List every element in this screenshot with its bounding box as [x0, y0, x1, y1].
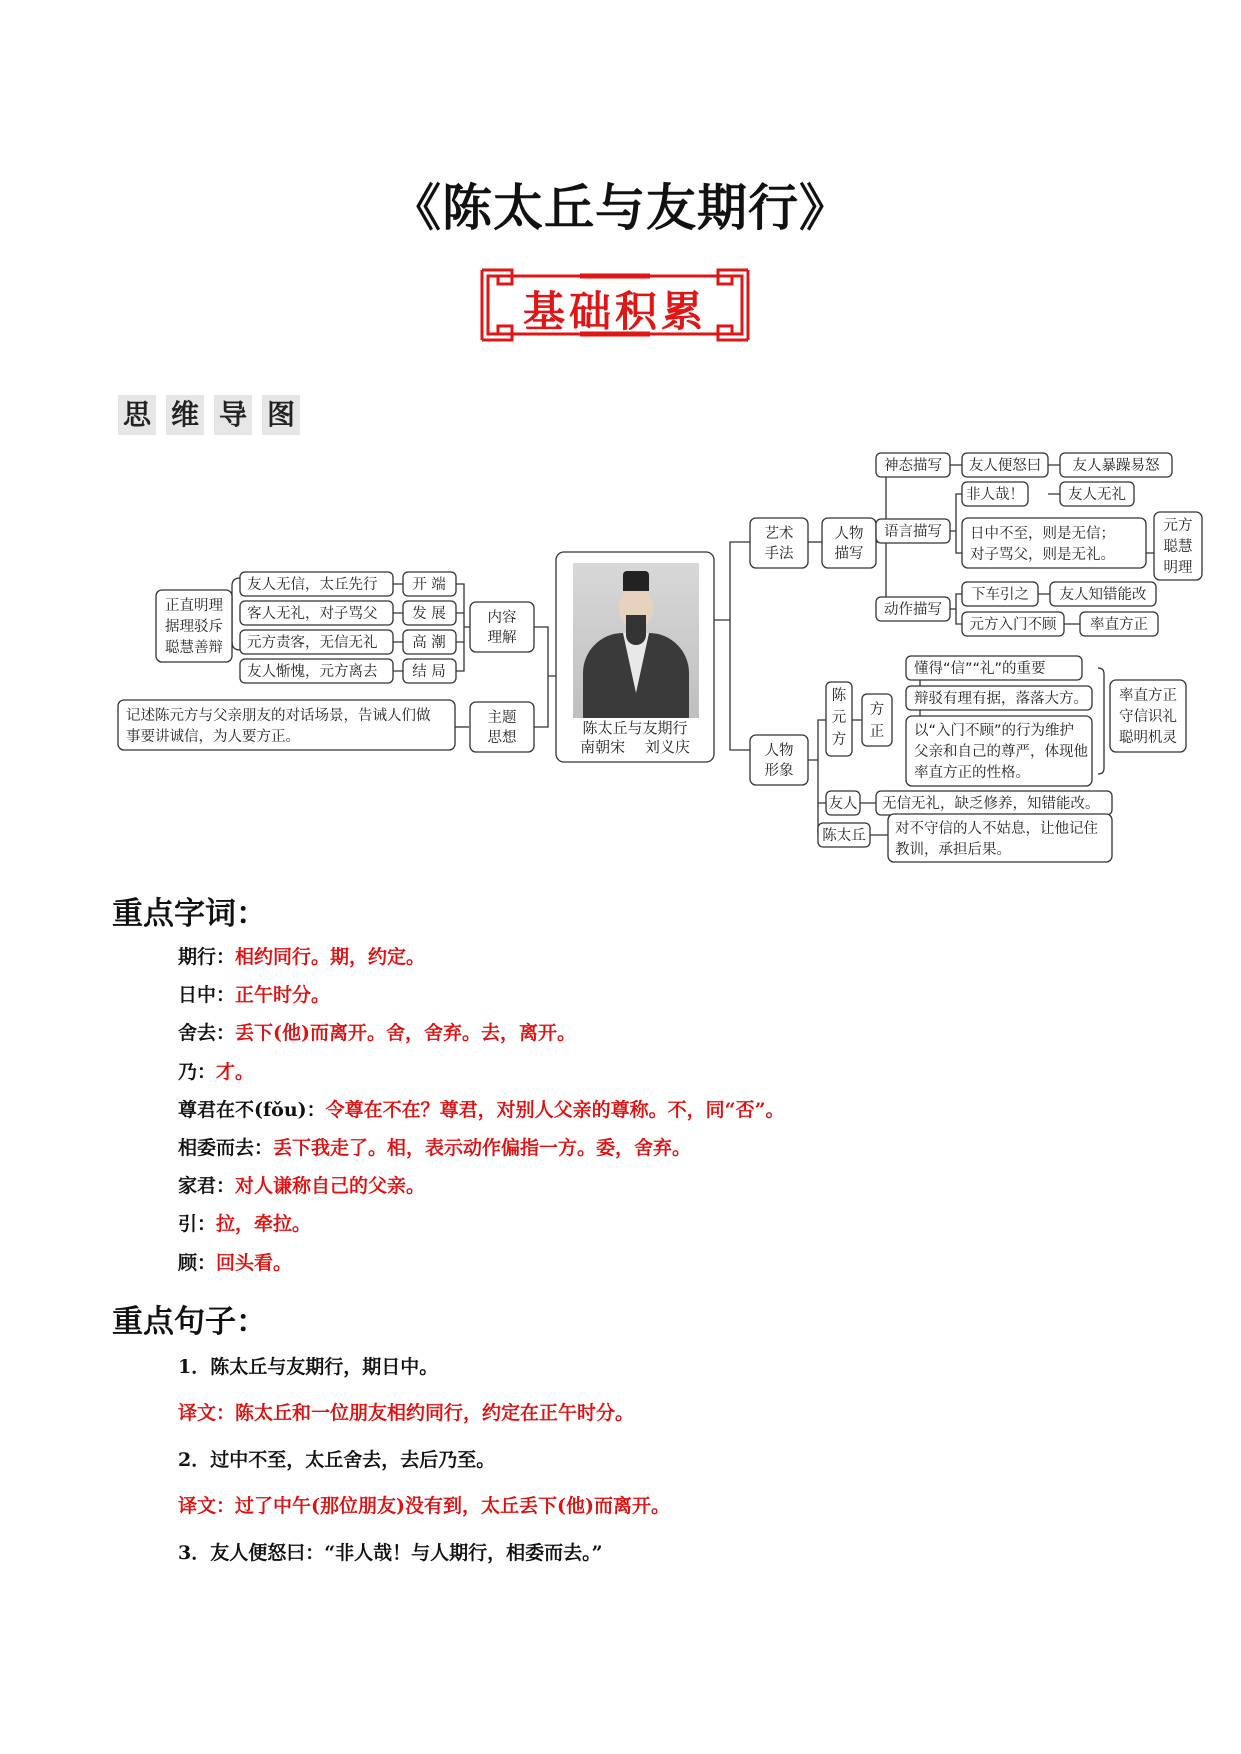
- vocab-term: 日中：: [178, 984, 236, 1007]
- mm-taiqiu-text: 对不守信的人不姑息，让他记住: [895, 821, 1098, 837]
- mm-yf-summary: 守信识礼: [1119, 709, 1177, 725]
- mm-summary-line: 据理驳斥: [165, 619, 223, 635]
- mm-summary-line: 正直明理: [165, 598, 223, 614]
- badge-label: 基础积累: [522, 287, 707, 336]
- mm-yuanfang-name: 陈: [831, 688, 847, 704]
- mm-connector: [393, 584, 403, 671]
- mm-connector: [534, 627, 556, 727]
- mm-dongzuo-b: 友人知错能改: [1059, 587, 1147, 603]
- mm-dongzuo-c: 元方入门不顾: [969, 617, 1057, 633]
- mm-theme-text: 事要讲诚信，为人要方正。: [126, 729, 300, 745]
- mm-stage-label: 开 端: [412, 577, 446, 593]
- mm-connector: [456, 584, 470, 671]
- vocab-term: 乃：: [178, 1060, 217, 1083]
- vocab-term: 相委而去：: [178, 1137, 274, 1159]
- vocab-definition: 正午时分。: [235, 984, 331, 1007]
- sentence-text: 1．陈太丘与友期行，期日中。: [178, 1356, 439, 1378]
- section-tag-char: 图: [262, 395, 300, 435]
- mm-summary-line: 聪慧善辩: [165, 640, 223, 656]
- sentence-translation: 译文：陈太丘和一位朋友相约同行，约定在正午时分。: [178, 1402, 635, 1424]
- vocab-definition: 丢下(他)而离开。舍，舍弃。去，离开。: [235, 1022, 576, 1045]
- mm-yf-summary: 率直方正: [1119, 688, 1177, 704]
- mm-friend-text: 无信无礼，缺乏修养，知错能改。: [882, 796, 1100, 812]
- vocab-definition: 令尊在不在？尊君，对别人父亲的尊称。不，同“否”。: [325, 1098, 785, 1121]
- mm-yuyan-c: 日中不至，则是无信；: [970, 526, 1115, 542]
- mm-dongzuo-label: 动作描写: [884, 602, 942, 618]
- vocab-definition: 才。: [216, 1060, 255, 1083]
- vocab-item: [178, 1133, 691, 1160]
- vocab-item: [178, 980, 330, 1007]
- vocab-item: [178, 1057, 254, 1084]
- mm-yuyan-d: 明理: [1163, 560, 1193, 576]
- mm-yuyan-b: 友人无礼: [1068, 487, 1126, 503]
- sentence-heading: 重点句子：: [112, 1304, 267, 1340]
- mm-yuyan-a: 非人哉！: [966, 487, 1024, 503]
- vocab-term: 期行：: [178, 946, 236, 968]
- mm-yf-point: 懂得“信”“礼”的重要: [914, 661, 1046, 677]
- mm-shentai-b: 友人暴躁易怒: [1072, 458, 1160, 474]
- mm-stage-label: 高 潮: [412, 635, 446, 651]
- mm-dongzuo-a: 下车引之: [971, 587, 1029, 603]
- mm-yuanfang-name: 元: [831, 710, 847, 726]
- mm-dongzuo-d: 率直方正: [1090, 617, 1148, 633]
- mm-content-label: 内容: [487, 610, 517, 626]
- mm-image-label: 形象: [764, 763, 794, 779]
- vocab-definition: 相约同行。期，约定。: [235, 946, 426, 968]
- mm-portray-label: 描写: [834, 546, 864, 562]
- mm-connector: [232, 578, 240, 650]
- section-tag-char: 导: [214, 395, 252, 435]
- vocab-definition: 回头看。: [216, 1251, 293, 1274]
- mm-connector: [1098, 668, 1104, 774]
- sentence-text: 3．友人便怒曰：“非人哉！与人期行，相委而去。”: [178, 1542, 603, 1564]
- mm-stage-text: 友人无信，太丘先行: [247, 577, 378, 593]
- vocab-item: [178, 1171, 425, 1198]
- mm-friend-name: 友人: [828, 796, 858, 812]
- mm-content-label: 理解: [487, 630, 517, 646]
- mm-fangzheng: 正: [869, 724, 885, 740]
- mm-yf-point3: 父亲和自己的尊严，体现他: [914, 744, 1088, 760]
- section-tag-char: 思: [118, 395, 156, 435]
- vocab-heading: 重点字词：: [112, 896, 267, 932]
- mm-yuanfang-name: 方: [831, 732, 847, 748]
- vocab-item: [178, 1209, 311, 1236]
- mm-connector: [808, 720, 826, 835]
- mm-stage-text: 客人无礼，对子骂父: [247, 606, 378, 622]
- mm-image-label: 人物: [764, 743, 794, 759]
- page-title: 《陈太丘与友期行》: [391, 179, 850, 237]
- mm-shentai-a: 友人便怒曰: [968, 458, 1042, 474]
- vocab-item: [178, 942, 425, 969]
- mm-yf-point: 辩驳有理有据，落落大方。: [914, 691, 1088, 707]
- mm-yuyan-label: 语言描写: [884, 524, 942, 540]
- vocab-item: [178, 1018, 576, 1045]
- mm-shentai-label: 神态描写: [884, 458, 942, 474]
- mm-center-author: 南朝宋 刘义庆: [580, 738, 690, 756]
- mm-theme-label: 主题: [487, 710, 517, 726]
- portrait-image: [573, 563, 699, 718]
- mm-connector: [714, 542, 750, 750]
- mm-yf-point3: 以“入门不顾”的行为维护: [914, 723, 1075, 739]
- mm-taiqiu-name: 陈太丘: [822, 828, 866, 844]
- vocab-term: 家君：: [178, 1175, 236, 1198]
- vocab-term: 舍去：: [178, 1022, 236, 1045]
- mm-stage-label: 发 展: [412, 606, 446, 622]
- mm-art-label: 手法: [764, 546, 794, 562]
- section-tag-char: 维: [166, 395, 204, 435]
- mm-stage-text: 元方责客，无信无礼: [247, 635, 378, 651]
- vocab-term: 尊君在不(fǒu)：: [178, 1098, 326, 1121]
- mm-yuyan-d: 元方: [1163, 518, 1193, 534]
- vocab-definition: 拉，牵拉。: [216, 1213, 312, 1236]
- mm-center-title: 陈太丘与友期行: [582, 719, 688, 737]
- vocab-definition: 丢下我走了。相，表示动作偏指一方。委，舍弃。: [273, 1137, 692, 1159]
- vocab-item: [178, 1095, 785, 1122]
- mm-theme-label: 思想: [487, 730, 517, 746]
- mm-yuyan-d: 聪慧: [1163, 539, 1193, 555]
- vocab-definition: 对人谦称自己的父亲。: [235, 1175, 426, 1198]
- mm-portray-label: 人物: [834, 526, 864, 542]
- vocab-item: [178, 1248, 292, 1275]
- mm-yf-point3: 率直方正的性格。: [914, 765, 1030, 781]
- mm-fangzheng: 方: [869, 702, 885, 718]
- mm-yf-summary: 聪明机灵: [1119, 730, 1177, 746]
- mm-stage-text: 友人惭愧，元方离去: [247, 664, 378, 680]
- vocab-term: 顾：: [178, 1251, 217, 1274]
- mm-art-label: 艺术: [764, 526, 794, 542]
- sentence-translation: 译文：过了中午(那位朋友)没有到，太丘丢下(他)而离开。: [178, 1495, 670, 1517]
- mm-theme-text: 记述陈元方与父亲朋友的对话场景，告诫人们做: [126, 708, 431, 724]
- mm-stage-label: 结 局: [412, 664, 446, 680]
- mm-yuyan-c: 对子骂父，则是无礼。: [970, 547, 1115, 563]
- mm-taiqiu-text: 教训，承担后果。: [895, 842, 1011, 858]
- vocab-term: 引：: [178, 1213, 217, 1236]
- sentence-text: 2．过中不至，太丘舍去，去后乃至。: [178, 1449, 496, 1471]
